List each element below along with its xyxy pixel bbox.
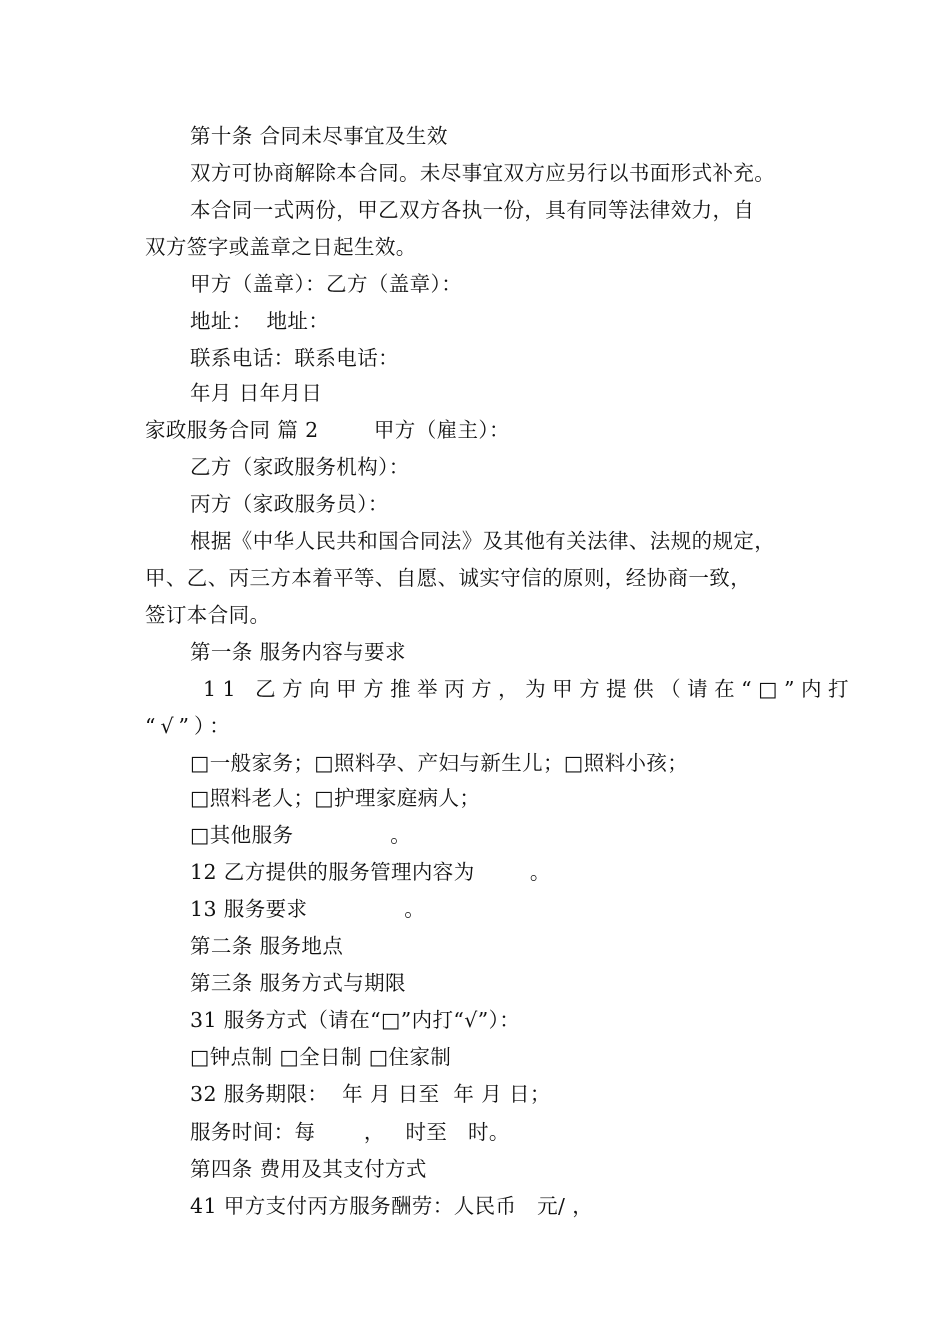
clause-1-1-line-1: 11 乙方向甲方推举丙方，为甲方提供（请在“□”内打 (190, 677, 855, 701)
clause-4-1: 41 甲方支付丙方服务酬劳：人民币 元/ ， (190, 1194, 594, 1218)
preamble-line-1: 根据《中华人民共和国合同法》及其他有关法律、法规的规定， (190, 529, 776, 553)
party-b-line: 乙方（家政服务机构）： (190, 455, 410, 479)
address-line: 地址： 地址： (190, 309, 330, 333)
service-mode-options: □钟点制 □全日制 □住家制 (190, 1045, 452, 1069)
article-4-heading: 第四条 费用及其支付方式 (190, 1157, 427, 1181)
paragraph-termination: 双方可协商解除本合同。未尽事宜双方应另行以书面形式补充。 (190, 161, 776, 185)
article-10-heading: 第十条 合同未尽事宜及生效 (190, 124, 448, 148)
contract-2-title-party-a: 家政服务合同 篇 2 甲方（雇主）： (145, 418, 510, 442)
service-time-line: 服务时间：每 ， 时至 时。 (190, 1120, 510, 1144)
article-2-heading: 第二条 服务地点 (190, 934, 344, 958)
preamble-line-3: 签订本合同。 (145, 603, 271, 627)
service-options-line-1: □一般家务；□照料孕、产妇与新生儿；□照料小孩； (190, 751, 689, 775)
service-options-line-2: □照料老人；□护理家庭病人； (190, 786, 481, 810)
clause-3-1: 31 服务方式（请在“□”内打“√”）： (190, 1008, 521, 1032)
date-line: 年月 日年月日 (190, 381, 323, 405)
paragraph-copies-line-2: 双方签字或盖章之日起生效。 (145, 235, 417, 259)
clause-1-1-line-2: “√”）： (145, 714, 235, 738)
paragraph-copies-line-1: 本合同一式两份，甲乙双方各执一份，具有同等法律效力，自 (190, 198, 755, 222)
party-c-line: 丙方（家政服务员）： (190, 492, 389, 516)
clause-3-2: 32 服务期限： 年 月 日至 年 月 日； (190, 1082, 551, 1106)
service-options-other: □其他服务 。 (190, 823, 412, 847)
article-3-heading: 第三条 服务方式与期限 (190, 971, 406, 995)
article-1-heading: 第一条 服务内容与要求 (190, 640, 406, 664)
clause-1-3: 13 服务要求 。 (190, 897, 426, 921)
preamble-line-2: 甲、乙、丙三方本着平等、自愿、诚实守信的原则，经协商一致， (145, 566, 752, 590)
signature-seal-line: 甲方（盖章）：乙方（盖章）： (190, 272, 463, 296)
phone-line: 联系电话：联系电话： (190, 346, 399, 370)
clause-1-2: 12 乙方提供的服务管理内容为 。 (190, 860, 551, 884)
